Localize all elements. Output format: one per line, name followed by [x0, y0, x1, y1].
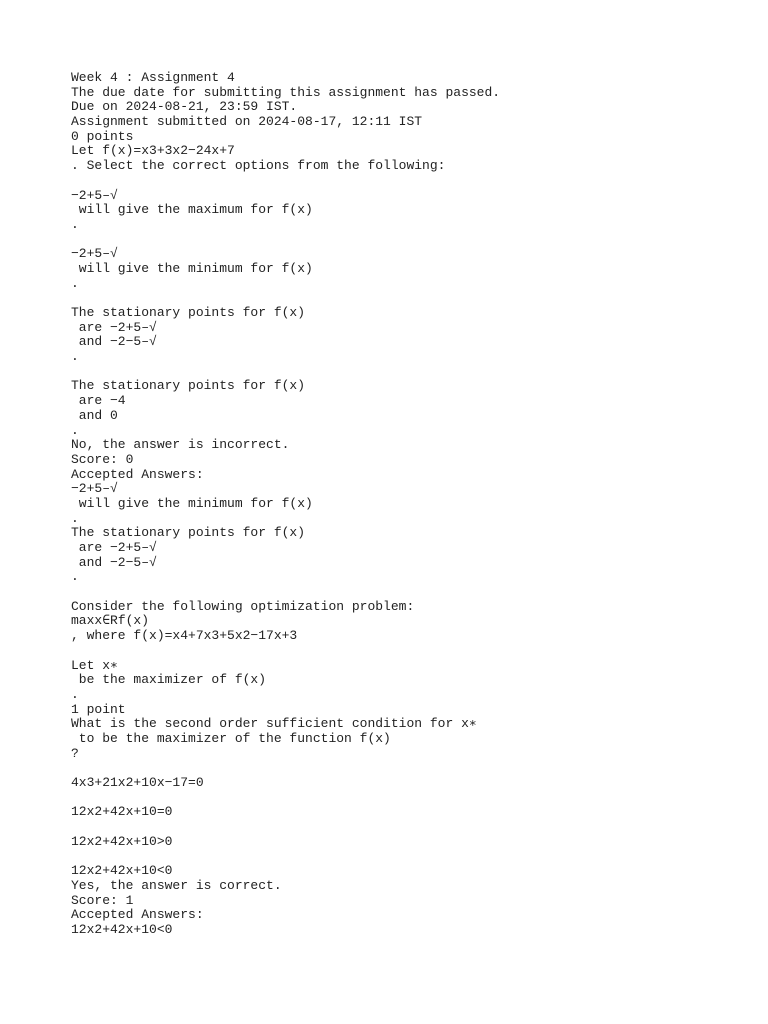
- q1-stem-line: . Select the correct options from the following:: [71, 158, 446, 174]
- q1-stem-line: Let f(x)=x3+3x2−24x+7: [71, 143, 235, 159]
- spacer: [71, 174, 751, 189]
- q2-option-2[interactable]: 12x2+42x+10=0: [71, 804, 173, 820]
- q2-option-4[interactable]: 12x2+42x+10<0: [71, 863, 173, 879]
- q2-let-line: be the maximizer of f(x): [71, 672, 267, 688]
- q1-option-2[interactable]: −2+5–√: [71, 246, 118, 262]
- q2-intro-line: maxx∈Rf(x): [71, 613, 150, 629]
- q1-option-2-text: will give the minimum for f(x): [71, 260, 313, 276]
- q2-question-line: to be the maximizer of the function f(x): [71, 730, 391, 746]
- q1-option-1-text: .: [71, 216, 79, 232]
- spacer: [71, 291, 751, 306]
- q2-option-3[interactable]: 12x2+42x+10>0: [71, 833, 173, 849]
- spacer: [71, 761, 751, 776]
- q1-accepted-answer: are −2+5–√: [71, 540, 157, 555]
- q1-accepted-answer: and −2−5–√: [71, 554, 157, 570]
- q1-option-2-text: .: [71, 275, 79, 291]
- q1-option-4-text: are −4: [71, 393, 126, 409]
- q2-intro-line: Consider the following optimization problem:: [71, 598, 415, 614]
- q1-option-4[interactable]: The stationary points for f(x): [71, 378, 306, 394]
- q1-accepted-answer: −2+5–√: [71, 481, 118, 497]
- q1-option-1[interactable]: −2+5–√: [71, 187, 118, 203]
- assignment-document: [71, 71, 751, 938]
- submission-timestamp: Assignment submitted on 2024-08-17, 12:11 IST: [71, 114, 423, 130]
- q2-let-line: .: [71, 686, 79, 702]
- q1-points: 0 points: [71, 128, 134, 144]
- q2-points: 1 point: [71, 701, 126, 717]
- q2-feedback: Yes, the answer is correct.: [71, 877, 282, 893]
- q1-option-3-text: are −2+5–√: [71, 319, 157, 335]
- q2-accepted-label: Accepted Answers:: [71, 907, 204, 923]
- assignment-title: Week 4 : Assignment 4: [71, 70, 235, 85]
- q2-let-line: Let x∗: [71, 657, 118, 673]
- due-date: Due on 2024-08-21, 23:59 IST.: [71, 99, 298, 115]
- q1-option-3-text: .: [71, 349, 79, 365]
- spacer: [71, 644, 751, 659]
- spacer: [71, 849, 751, 864]
- q1-option-4-text: .: [71, 422, 79, 438]
- q1-accepted-label: Accepted Answers:: [71, 466, 204, 482]
- q1-score: Score: 0: [71, 451, 134, 467]
- q2-score: Score: 1: [71, 892, 134, 908]
- q1-option-3-text: and −2−5–√: [71, 334, 157, 350]
- q2-option-1[interactable]: 4x3+21x2+10x−17=0: [71, 775, 204, 790]
- due-date-passed-notice: The due date for submitting this assignment has passed.: [71, 84, 501, 100]
- spacer: [71, 791, 751, 806]
- q1-accepted-answer: will give the minimum for f(x): [71, 495, 313, 511]
- q2-accepted-answer: 12x2+42x+10<0: [71, 921, 173, 937]
- spacer: [71, 365, 751, 380]
- q1-option-4-text: and 0: [71, 407, 118, 423]
- q2-question-line: What is the second order sufficient condition for x∗: [71, 716, 477, 732]
- q2-intro-line: , where f(x)=x4+7x3+5x2−17x+3: [71, 628, 298, 644]
- spacer: [71, 233, 751, 248]
- q1-accepted-answer: .: [71, 569, 79, 585]
- q1-accepted-answer: .: [71, 510, 79, 526]
- spacer: [71, 585, 751, 600]
- q1-option-1-text: will give the maximum for f(x): [71, 202, 313, 218]
- q1-feedback: No, the answer is incorrect.: [71, 437, 290, 453]
- q1-option-3[interactable]: The stationary points for f(x): [71, 305, 306, 320]
- q2-question-line: ?: [71, 745, 79, 761]
- spacer: [71, 820, 751, 835]
- q1-accepted-answer: The stationary points for f(x): [71, 525, 306, 541]
